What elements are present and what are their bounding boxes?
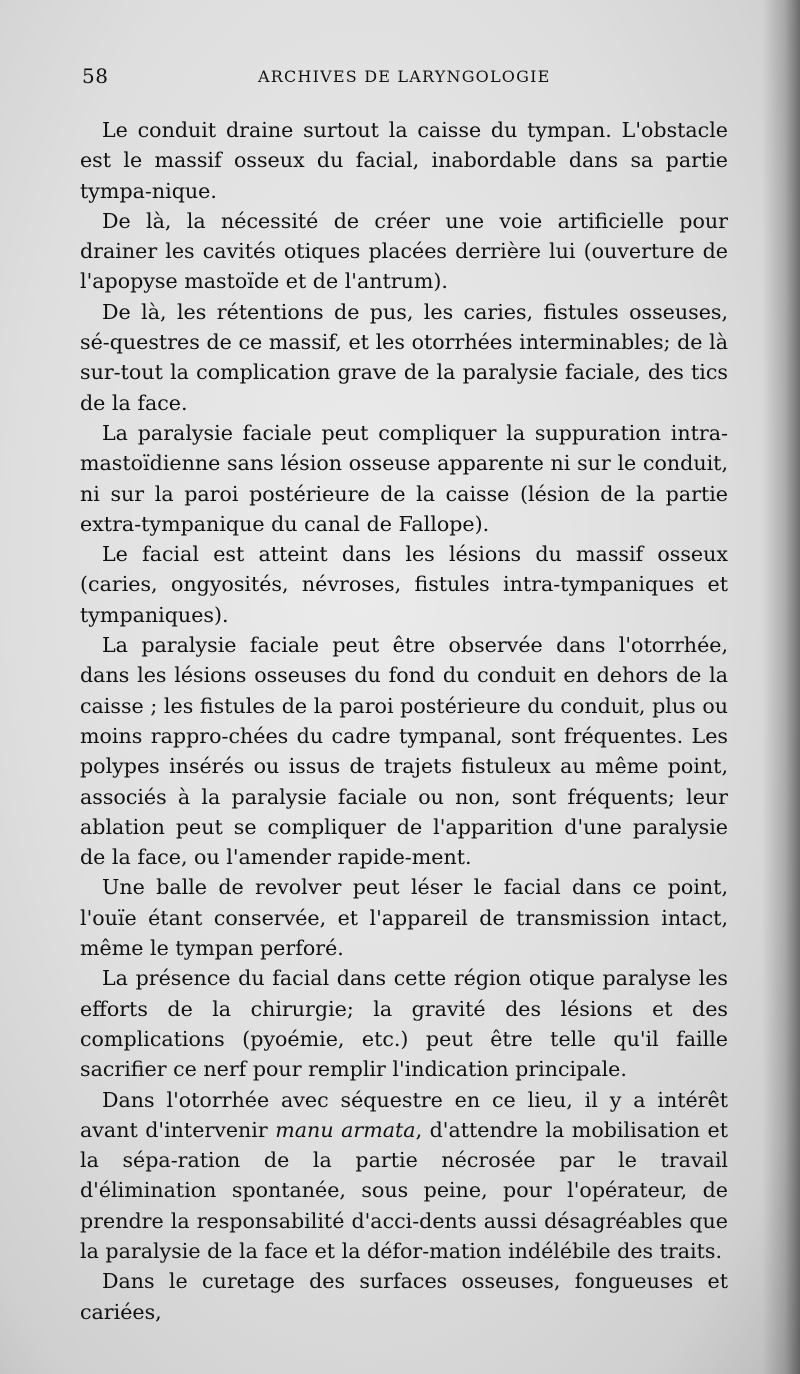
paragraph-8: La présence du facial dans cette région otique paralyse les efforts de la chirurgie; la gravité des lésions et des complications (pyoémie, etc.) peut être telle qu'il faille sacrifier ce nerf pour remplir l'indication principale.: [80, 966, 728, 1082]
running-title: ARCHIVES DE LARYNGOLOGIE: [258, 67, 551, 86]
paragraph-5: Le facial est atteint dans les lésions du massif osseux (caries, ongyosités, névroses, fistules intra-tympaniques et tympaniques).: [80, 542, 728, 627]
body-text: [80, 115, 728, 1327]
paragraph-10-start: Dans le curetage des surfaces osseuses, fongueuses et cariées,: [80, 1269, 728, 1324]
paragraph-7: Une balle de revolver peut léser le facial dans ce point, l'ouïe étant conservée, et l'appareil de transmission intact, même le tympan perforé.: [80, 875, 728, 961]
page-number: 58: [82, 64, 109, 88]
paragraph-2: De là, la nécessité de créer une voie artificielle pour drainer les cavités otiques placées derrière lui (ouverture de l'apopyse mastoïde et de l'antrum).: [80, 208, 728, 294]
paragraph-4: La paralysie faciale peut compliquer la suppuration intra-mastoïdienne sans lésion osseuse apparente ni sur le conduit, ni sur la paroi postérieure de la caisse (lésion de la partie extra-tympanique du canal de Fallope).: [80, 420, 728, 536]
paragraph-1: Le conduit draine surtout la caisse du tympan. L'obstacle est le massif osseux du facial, inabordable dans sa partie tympa-nique.: [80, 118, 728, 203]
page-header: [82, 64, 552, 94]
paragraph-9-before: Dans l'otorrhée avec séquestre en ce lieu, il y a intérêt avant d'intervenir: [80, 1087, 728, 1142]
paragraph-9-after: , d'attendre la mobilisation et la sépa-ration de la partie nécrosée par le travail d'élimination spontanée, sous peine, pour l'opérateur, de prendre la responsabilité d'acci-dents aussi désagréables que la paralysie de la face et la défor-mation indélébile des traits.: [80, 1117, 728, 1263]
paragraph-6: La paralysie faciale peut être observée dans l'otorrhée, dans les lésions osseuses du fond du conduit en dehors de la caisse ; les fistules de la paroi postérieure du conduit, plus ou moins rappro-chées du cadre tympanal, sont fréquentes. Les polypes insérés ou issus de trajets fistuleux au même point, associés à la paralysie faciale ou non, sont fréquents; leur ablation peut se compliquer de l'apparition d'une paralysie de la face, ou l'amender rapide-ment.: [80, 633, 728, 870]
page-edge-shadow: [762, 0, 800, 1374]
paragraph-9: [80, 1085, 728, 1267]
paragraph-3: De là, les rétentions de pus, les caries, fistules osseuses, sé-questres de ce massif, et les otorrhées interminables; de là sur-tout la complication grave de la paralysie faciale, des tics de la face.: [80, 299, 728, 415]
latin-phrase: manu armata: [275, 1117, 416, 1142]
